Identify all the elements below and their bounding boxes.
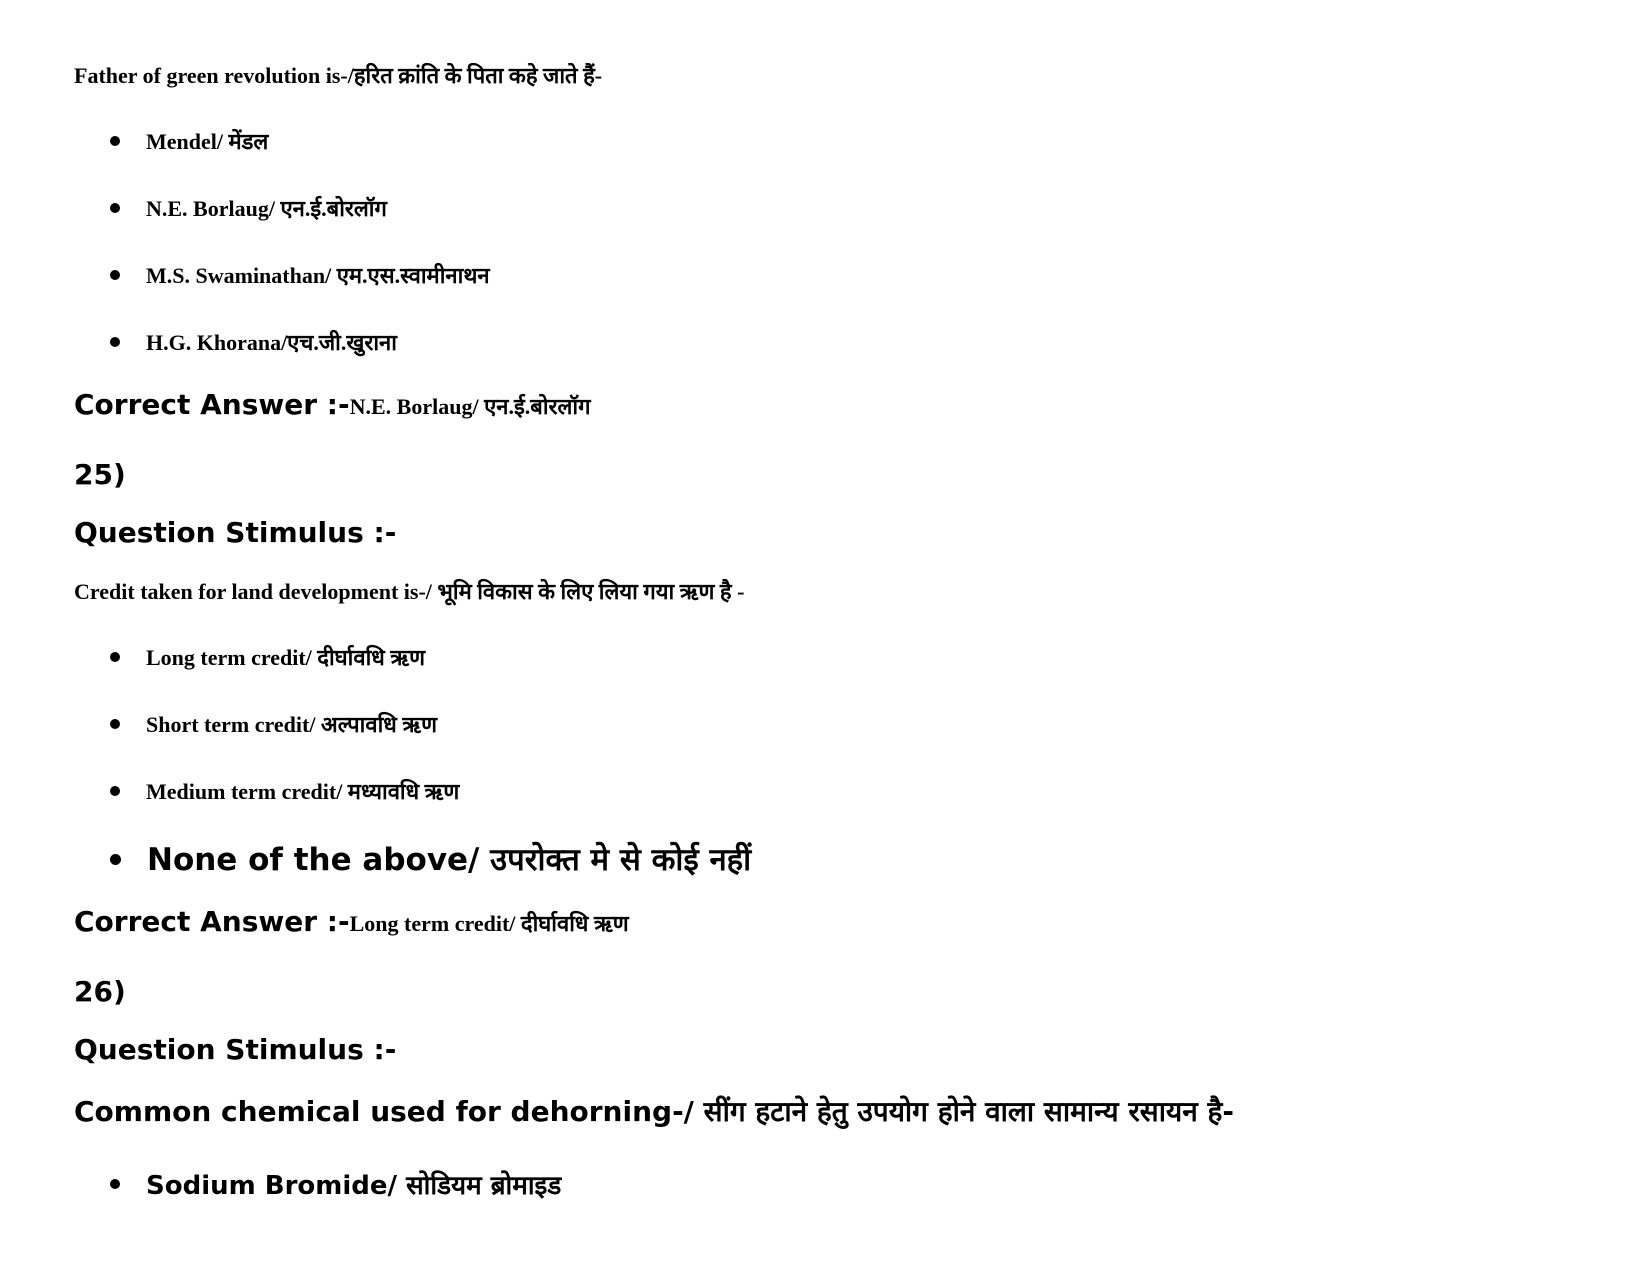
question-26-stimulus-label: Question Stimulus :- (74, 1033, 397, 1066)
question-24-option-1 (110, 126, 268, 156)
question-24-option-3 (110, 260, 490, 290)
correct-answer-value: N.E. Borlaug/ एन.ई.बोरलॉग (349, 394, 591, 419)
option-text: M.S. Swaminathan/ एम.एस.स्वामीनाथन (146, 263, 490, 288)
question-26-number: 26) (74, 975, 126, 1008)
bullet-icon (110, 1179, 120, 1189)
question-25-option-2 (110, 709, 437, 739)
question-26-option-1 (110, 1166, 561, 1202)
question-24-option-4 (110, 327, 397, 357)
question-25-stimulus-label: Question Stimulus :- (74, 516, 397, 549)
bullet-icon (110, 337, 120, 347)
question-25-option-1 (110, 642, 425, 672)
bullet-icon (110, 786, 120, 796)
bullet-icon (110, 136, 120, 146)
option-text: Mendel/ मेंडल (146, 129, 269, 154)
bullet-icon (110, 203, 120, 213)
option-text: Short term credit/ अल्पावधि ऋण (146, 712, 437, 737)
question-25-stem: Credit taken for land development is-/ भूमि विकास के लिए लिया गया ऋण है - (74, 579, 745, 604)
question-25-number: 25) (74, 458, 126, 491)
option-text: H.G. Khorana/एच.जी.खुराना (146, 330, 397, 355)
option-text: None of the above/ उपरोक्त मे से कोई नहीं (147, 842, 752, 878)
option-text: Sodium Bromide/ सोडियम ब्रोमाइड (146, 1171, 562, 1201)
question-24-option-2 (110, 193, 387, 223)
bullet-icon (110, 719, 120, 729)
option-text: N.E. Borlaug/ एन.ई.बोरलॉग (146, 196, 387, 221)
question-24-stem: Father of green revolution is-/हरित क्रांति के पिता कहे जाते हैं- (74, 63, 603, 88)
bullet-icon (110, 270, 120, 280)
bullet-icon (110, 652, 120, 662)
question-24-correct-answer (74, 388, 591, 421)
bullet-icon (110, 854, 121, 865)
option-text: Medium term credit/ मध्यावधि ऋण (146, 779, 460, 804)
question-26-stem: Common chemical used for dehorning-/ सींग हटाने हेतु उपयोग होने वाला सामान्य रसायन है- (74, 1095, 1234, 1128)
correct-answer-value: Long term credit/ दीर्घावधि ऋण (349, 911, 629, 936)
correct-answer-label: Correct Answer :- (74, 905, 350, 938)
option-text: Long term credit/ दीर्घावधि ऋण (146, 645, 425, 670)
correct-answer-label: Correct Answer :- (74, 388, 350, 421)
question-25-option-3 (110, 776, 459, 806)
question-25-option-4 (110, 838, 751, 880)
question-25-correct-answer (74, 905, 629, 938)
